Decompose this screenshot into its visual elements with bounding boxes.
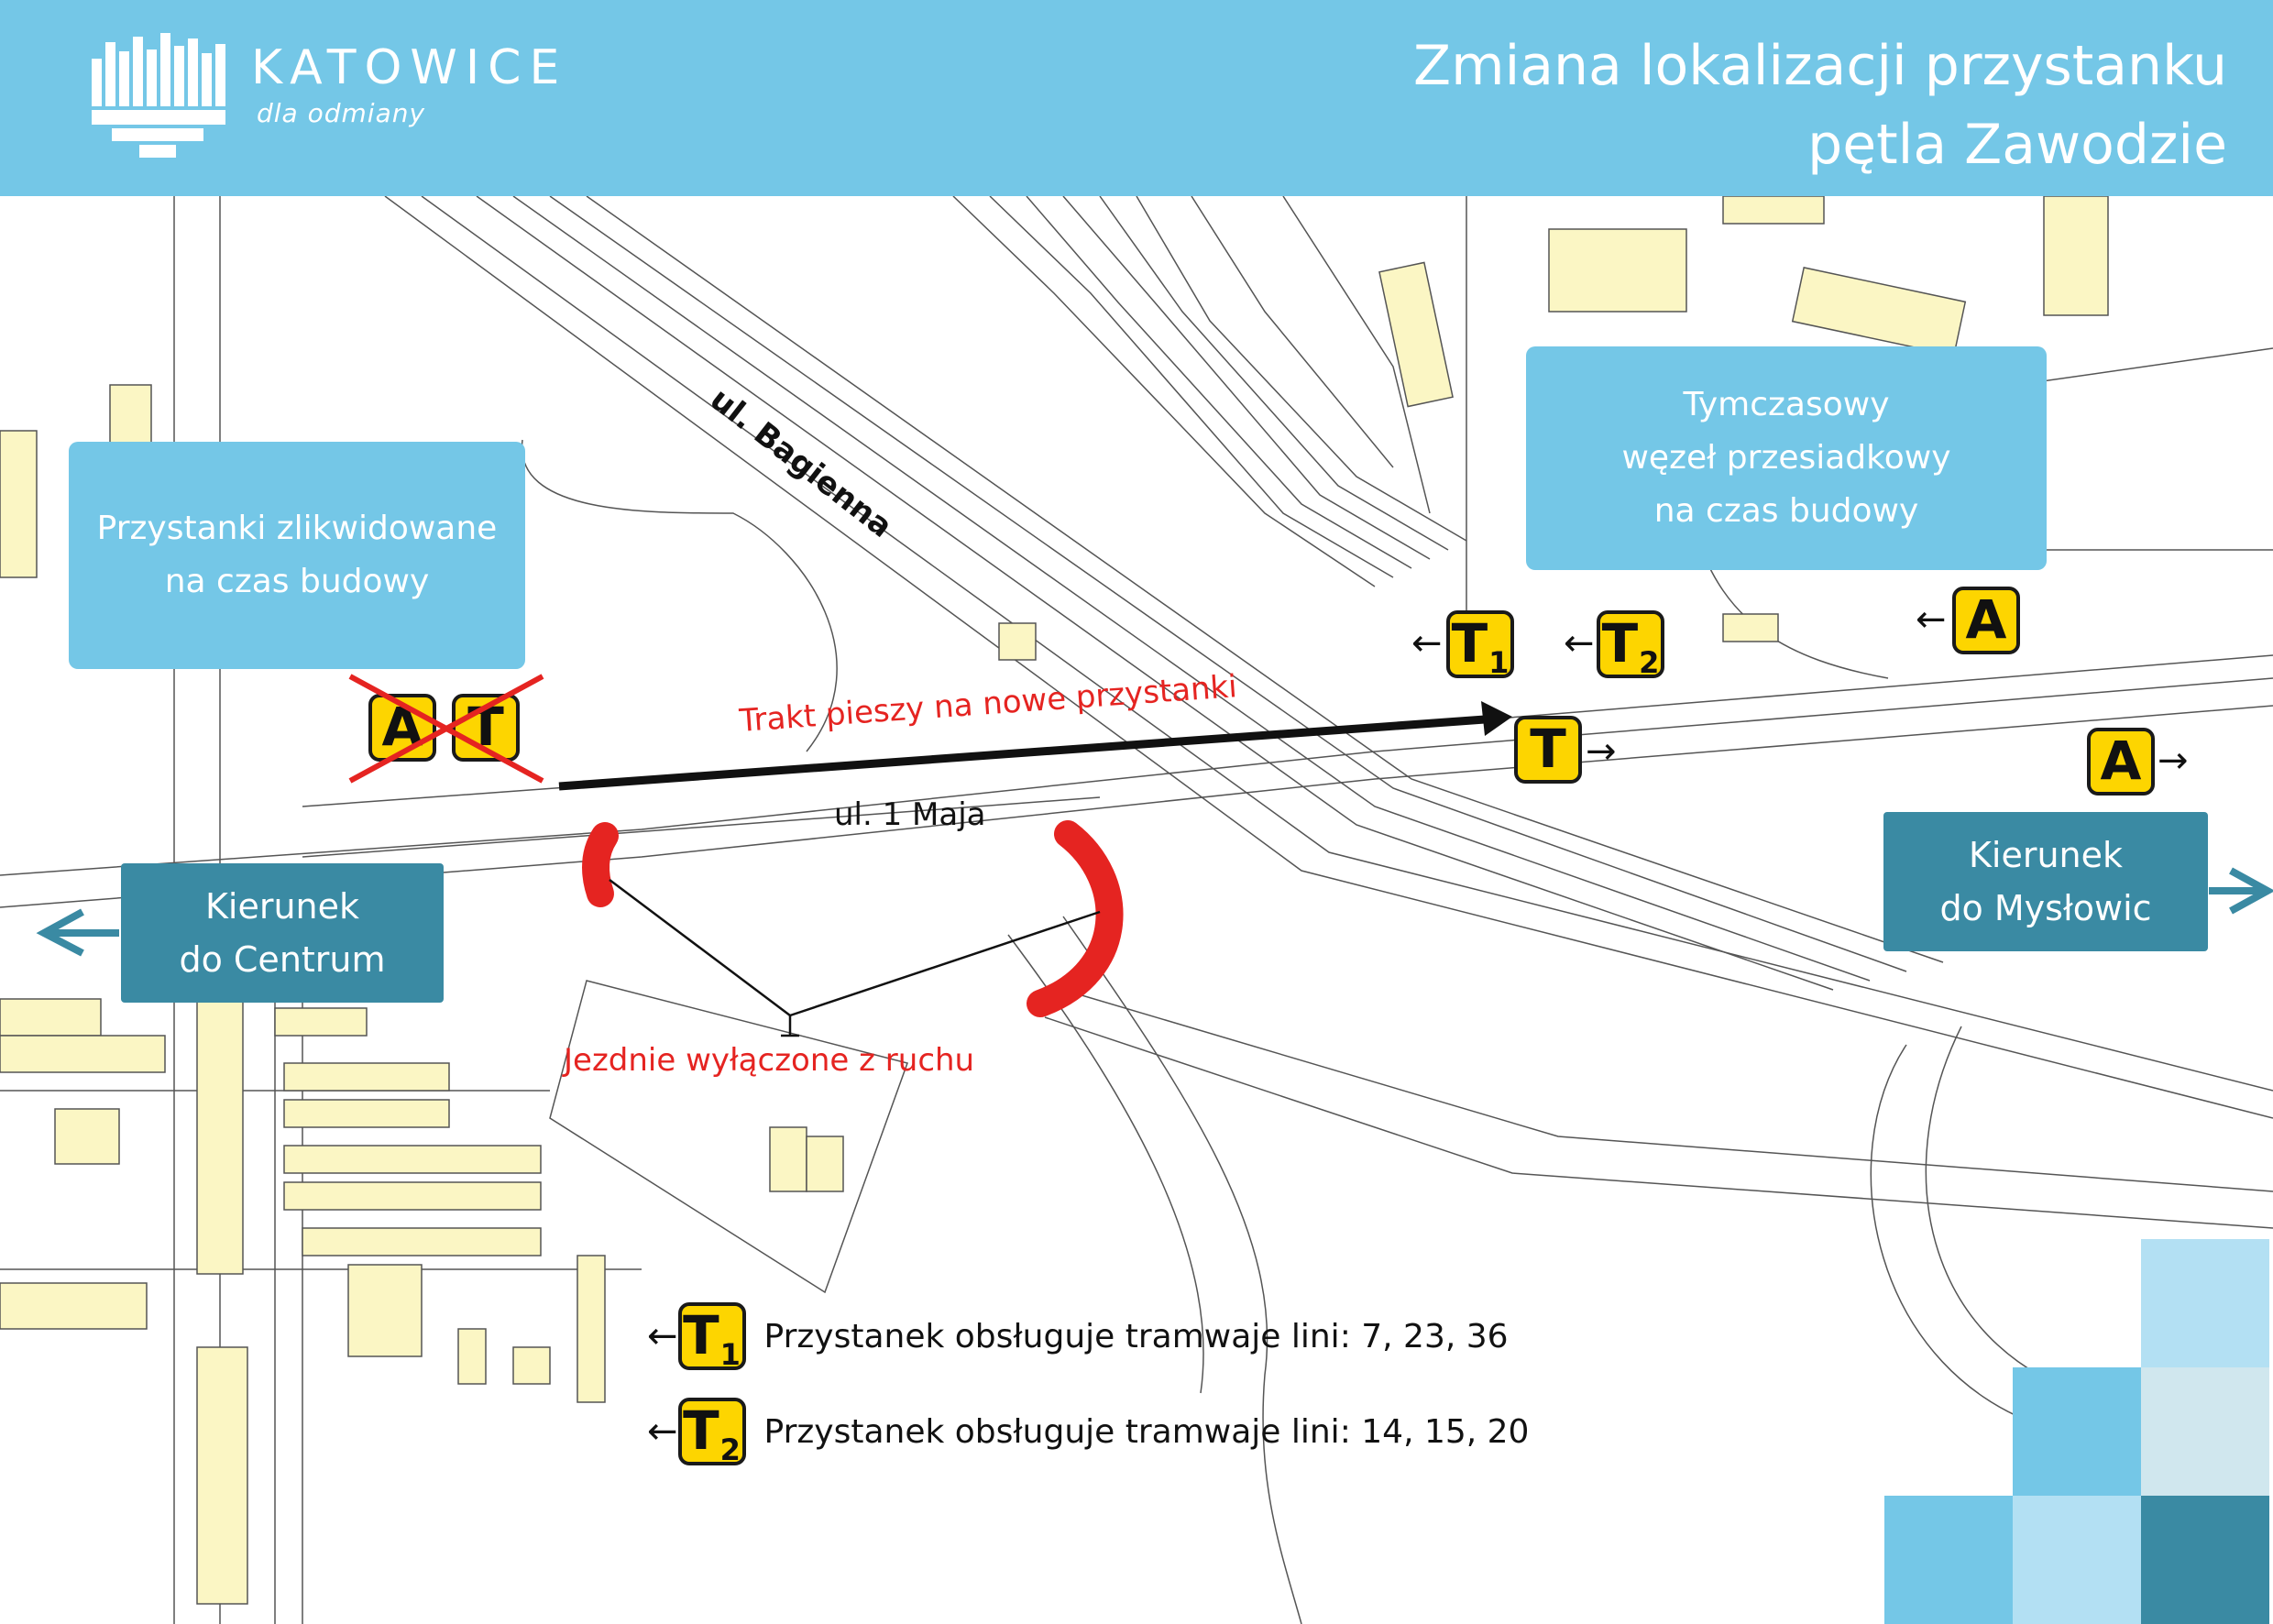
katowice-logo-icon bbox=[92, 33, 229, 161]
street-label-bagienna: ul. Bagienna bbox=[703, 380, 899, 545]
removed-stops-box bbox=[69, 442, 525, 669]
removed-stops-line2: na czas budowy bbox=[164, 563, 430, 600]
legend-t2-arrow-icon: ← bbox=[647, 1410, 678, 1453]
bus-east-arrow-icon: → bbox=[2158, 740, 2189, 782]
legend-row-t2 bbox=[647, 1395, 1529, 1468]
temp-hub-line1: Tymczasowy bbox=[1683, 386, 1890, 423]
header-bar bbox=[0, 0, 2273, 196]
tram1-arrow-icon: ← bbox=[1411, 622, 1443, 664]
street-label-1-maja: ul. 1 Maja bbox=[834, 796, 986, 833]
legend-t1-arrow-icon: ← bbox=[647, 1315, 678, 1357]
decor-square bbox=[2013, 1496, 2141, 1624]
tram2-stop-icon: $T_2$ bbox=[1597, 610, 1664, 678]
direction-centrum-line2: do Centrum bbox=[179, 939, 386, 980]
removed-bus-stop-icon: A bbox=[368, 694, 436, 762]
decor-square bbox=[2141, 1496, 2269, 1624]
decor-square bbox=[2141, 1239, 2269, 1367]
direction-myslowice-line2: do Mysłowic bbox=[1939, 888, 2152, 928]
direction-myslowice-box bbox=[1883, 812, 2208, 951]
removed-stops-line1: Przystanki zlikwidowane bbox=[96, 510, 498, 547]
legend-row-t1 bbox=[647, 1300, 1509, 1373]
temp-hub-line3: na czas budowy bbox=[1653, 492, 1919, 530]
closed-roads-label: Jezdnie wyłączone z ruchu bbox=[564, 1042, 975, 1079]
legend-t1-text: Przystanek obsługuje tramwaje lini: 7, 23, 36 bbox=[763, 1317, 1509, 1355]
tram-stop-icon: T bbox=[1514, 716, 1582, 784]
bus-hub-arrow-icon: ← bbox=[1916, 598, 1947, 641]
cross-out-icon bbox=[341, 669, 552, 788]
legend-t2-icon: $T_2$ bbox=[678, 1398, 746, 1465]
tram1-stop-icon: $T_1$ bbox=[1446, 610, 1514, 678]
tram2-arrow-icon: ← bbox=[1564, 622, 1595, 664]
legend-t2-text: Przystanek obsługuje tramwaje lini: 14, 15, 20 bbox=[763, 1412, 1530, 1451]
logo-name: KATOWICE bbox=[251, 40, 568, 95]
tram-arrow-icon: → bbox=[1586, 730, 1617, 773]
temp-hub-box bbox=[1526, 346, 2047, 570]
logo-tagline: dla odmiany bbox=[257, 98, 426, 128]
page-title-line1: Zmiana lokalizacji przystanku bbox=[1413, 34, 2227, 98]
bus-east-stop-icon: A bbox=[2087, 728, 2155, 796]
legend-t1-icon: $T_1$ bbox=[678, 1302, 746, 1370]
bus-hub-stop-icon: A bbox=[1952, 587, 2020, 654]
walkway-label: Trakt pieszy na nowe przystanki bbox=[738, 668, 1238, 740]
temp-hub-line2: węzeł przesiadkowy bbox=[1621, 439, 1951, 477]
page-title-line2: pętla Zawodzie bbox=[1807, 113, 2227, 177]
decor-square bbox=[2141, 1367, 2269, 1496]
direction-centrum-line1: Kierunek bbox=[204, 886, 360, 927]
direction-myslowice-line1: Kierunek bbox=[1968, 835, 2124, 875]
decor-square bbox=[2013, 1367, 2141, 1496]
decor-square bbox=[1884, 1496, 2013, 1624]
direction-centrum-box bbox=[121, 863, 444, 1003]
removed-tram-stop-icon: T bbox=[452, 694, 520, 762]
